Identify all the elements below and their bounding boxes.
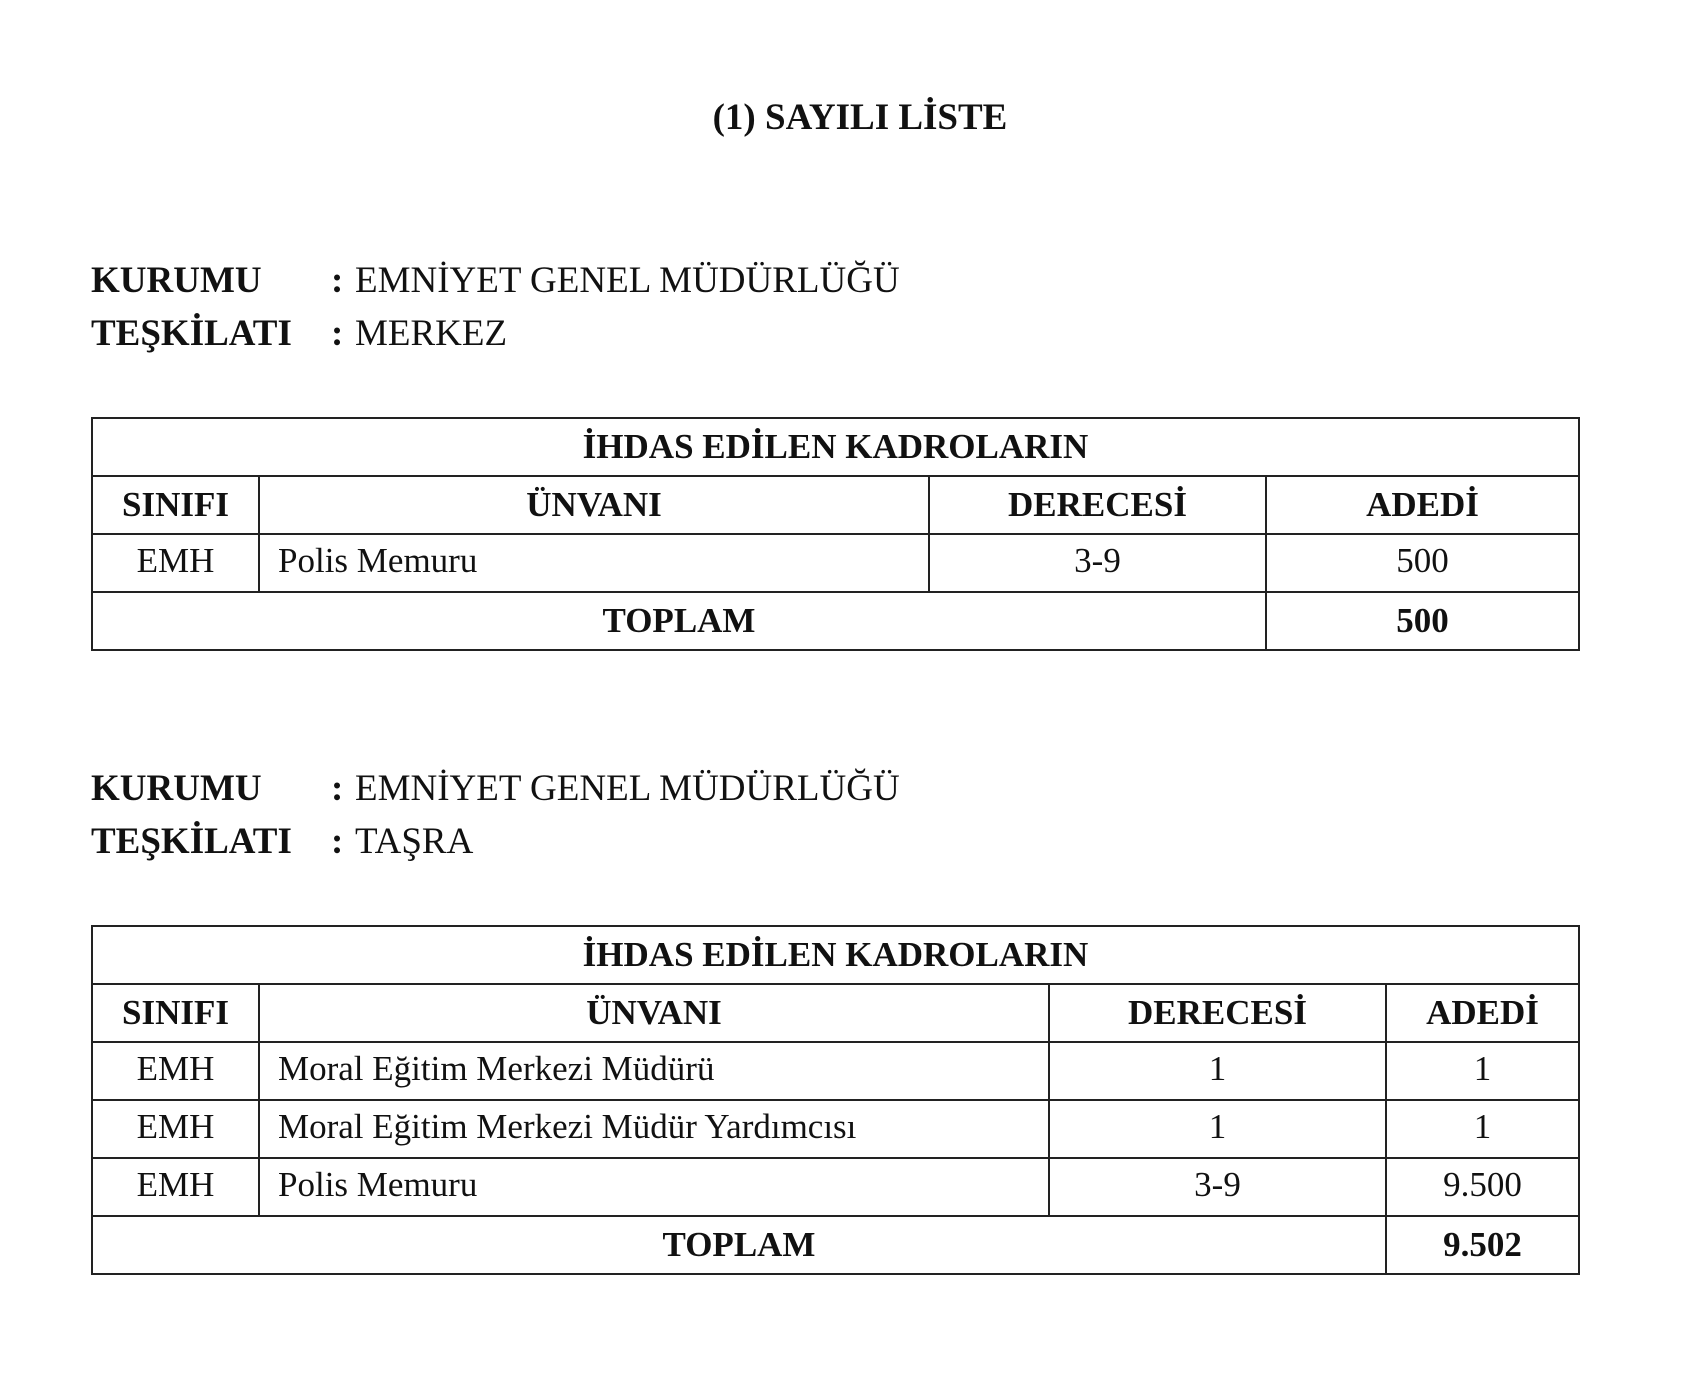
table-caption: İHDAS EDİLEN KADROLARIN [92,418,1579,476]
header-unvani: ÜNVANI [259,476,929,534]
cell-unvani: Moral Eğitim Merkezi Müdür Yardımcısı [259,1100,1049,1158]
header-derecesi: DERECESİ [929,476,1266,534]
colon: : [331,821,344,862]
table-row [92,1158,1579,1216]
cell-derecesi: 3-9 [1049,1158,1386,1216]
cell-adedi: 9.500 [1386,1158,1579,1216]
teskilat-value: TAŞRA [355,821,474,862]
teskilat-label: TEŞKİLATI [91,313,292,354]
kurum-value: EMNİYET GENEL MÜDÜRLÜĞÜ [355,260,900,301]
kurum-label: KURUMU [91,260,262,301]
table-row [92,534,1579,592]
colon: : [331,313,344,354]
cell-derecesi: 3-9 [929,534,1266,592]
cell-sinifi: EMH [92,1158,259,1216]
colon: : [331,260,344,301]
total-row [92,592,1579,650]
section-1-meta [91,254,900,360]
cell-sinifi: EMH [92,1100,259,1158]
header-adedi: ADEDİ [1386,984,1579,1042]
cell-adedi: 500 [1266,534,1579,592]
table-row [92,1042,1579,1100]
table-row [92,1100,1579,1158]
section-2-meta [91,762,900,868]
cell-adedi: 1 [1386,1042,1579,1100]
cell-sinifi: EMH [92,1042,259,1100]
kadro-table-tasra [91,925,1580,1275]
total-row [92,1216,1579,1274]
header-sinifi: SINIFI [92,984,259,1042]
header-derecesi: DERECESİ [1049,984,1386,1042]
teskilat-label: TEŞKİLATI [91,821,292,862]
document-title: (1) SAYILI LİSTE [712,97,1008,138]
cell-unvani: Polis Memuru [259,1158,1049,1216]
colon: : [331,768,344,809]
total-label: TOPLAM [92,592,1266,650]
header-sinifi: SINIFI [92,476,259,534]
kadro-table-merkez [91,417,1580,651]
cell-sinifi: EMH [92,534,259,592]
table-caption: İHDAS EDİLEN KADROLARIN [92,926,1579,984]
header-adedi: ADEDİ [1266,476,1579,534]
cell-unvani: Polis Memuru [259,534,929,592]
cell-adedi: 1 [1386,1100,1579,1158]
total-value: 500 [1266,592,1579,650]
kurum-value: EMNİYET GENEL MÜDÜRLÜĞÜ [355,768,900,809]
header-unvani: ÜNVANI [259,984,1049,1042]
cell-derecesi: 1 [1049,1100,1386,1158]
total-value: 9.502 [1386,1216,1579,1274]
cell-unvani: Moral Eğitim Merkezi Müdürü [259,1042,1049,1100]
cell-derecesi: 1 [1049,1042,1386,1100]
total-label: TOPLAM [92,1216,1386,1274]
kurum-label: KURUMU [91,768,262,809]
teskilat-value: MERKEZ [355,313,508,354]
